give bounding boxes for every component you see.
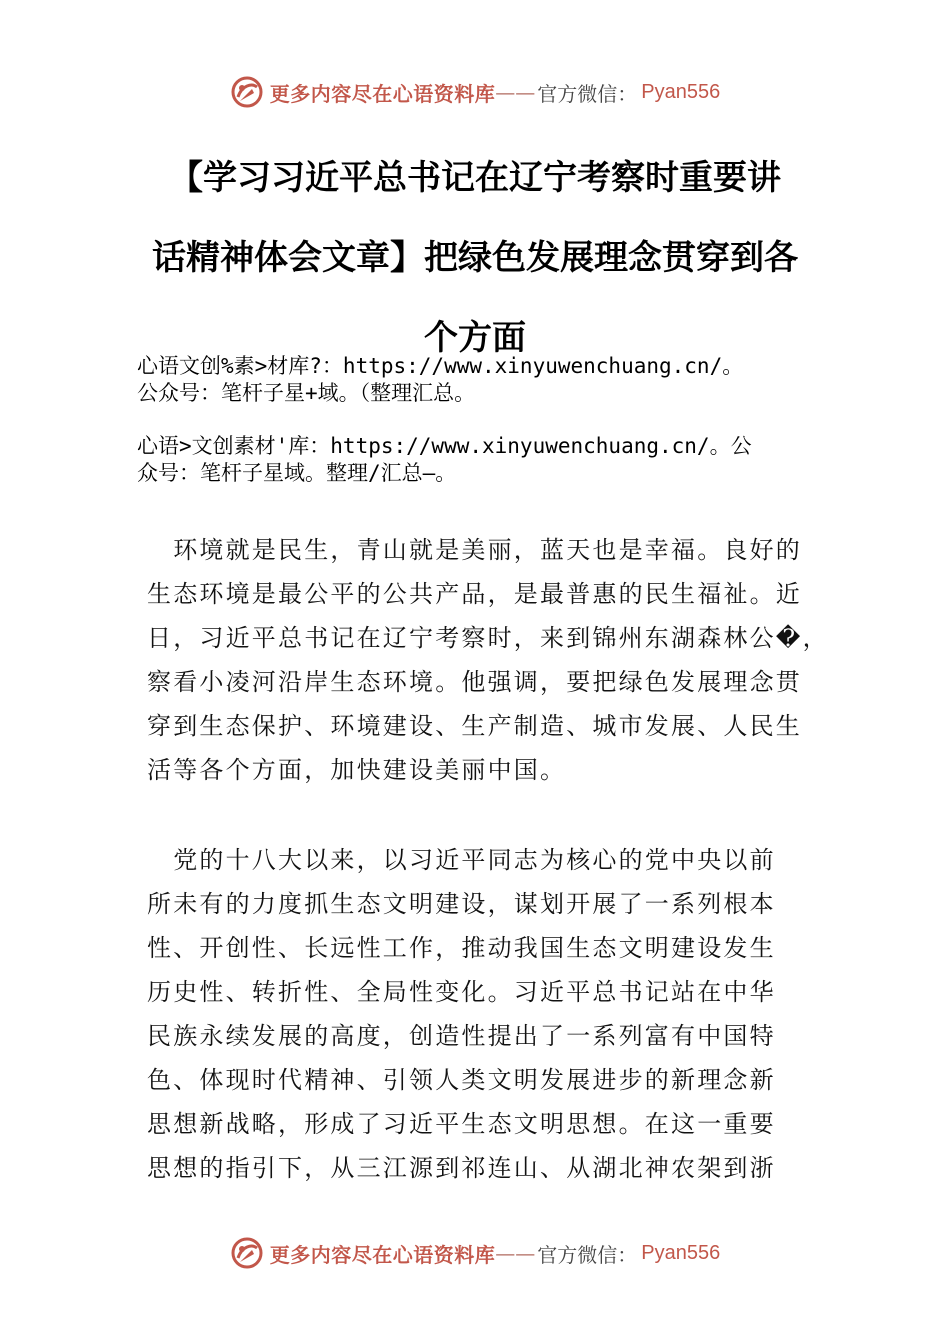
paragraph-line: 日，习近平总书记在辽宁考察时，来到锦州东湖森林公�， <box>147 624 829 652</box>
source-line: 心语>文创素材'库：https://www.xinyuwenchuang.cn/。公 <box>137 434 752 458</box>
source-line: 公众号：笔杆子星+域。（整理汇总。 <box>137 381 476 405</box>
wechat-label: 官方微信： <box>537 81 638 106</box>
paragraph-line: 活等各个方面，加快建设美丽中国。 <box>147 756 567 784</box>
body-paragraph <box>147 838 837 1190</box>
wechat-id: Pyan556 <box>641 1241 721 1264</box>
paragraph-line: 党的十八大以来，以习近平同志为核心的党中央以前 <box>147 846 776 874</box>
source-line: 心语文创%素>材库?：https://www.xinyuwenchuang.cn/。 <box>137 354 744 378</box>
paragraph-line: 思想新战略，形成了习近平生态文明思想。在这一重要 <box>147 1110 776 1138</box>
paragraph-line: 性、开创性、长远性工作，推动我国生态文明建设发生 <box>147 934 776 962</box>
brand-logo-icon <box>230 1236 264 1270</box>
title-line: 【学习习近平总书记在辽宁考察时重要讲 <box>169 158 781 198</box>
title-line: 个方面 <box>424 318 526 358</box>
source-line: 众号：笔杆子星域。整理/汇总—。 <box>137 461 457 485</box>
paragraph-line: 穿到生态保护、环境建设、生产制造、城市发展、人民生 <box>147 712 802 740</box>
paragraph-line: 民族永续发展的高度，创造性提出了一系列富有中国特 <box>147 1022 776 1050</box>
paragraph-line: 色、体现时代精神、引领人类文明发展进步的新理念新 <box>147 1066 776 1094</box>
banner-text: 更多内容尽在心语资料库 <box>269 1242 496 1267</box>
wechat-id: Pyan556 <box>641 80 721 103</box>
brand-logo-icon <box>230 75 264 109</box>
title-line: 话精神体会文章】把绿色发展理念贯穿到各 <box>152 238 798 278</box>
document-title <box>80 138 870 378</box>
body-paragraph <box>147 528 837 792</box>
source-note <box>137 353 847 407</box>
paragraph-line: 所未有的力度抓生态文明建设，谋划开展了一系列根本 <box>147 890 776 918</box>
banner-separator: —— <box>495 1241 536 1265</box>
paragraph-line: 察看小凌河沿岸生态环境。他强调，要把绿色发展理念贯 <box>147 668 802 696</box>
wechat-label: 官方微信： <box>537 1242 638 1267</box>
paragraph-line: 环境就是民生，青山就是美丽，蓝天也是幸福。良好的 <box>147 536 802 564</box>
header-banner <box>0 70 950 114</box>
paragraph-line: 历史性、转折性、全局性变化。习近平总书记站在中华 <box>147 978 776 1006</box>
paragraph-line: 思想的指引下，从三江源到祁连山、从湖北神农架到浙 <box>147 1154 776 1182</box>
footer-banner <box>0 1231 950 1275</box>
banner-separator: —— <box>495 80 536 104</box>
source-note <box>137 433 847 487</box>
paragraph-line: 生态环境是最公平的公共产品，是最普惠的民生福祉。近 <box>147 580 802 608</box>
banner-text: 更多内容尽在心语资料库 <box>269 81 496 106</box>
